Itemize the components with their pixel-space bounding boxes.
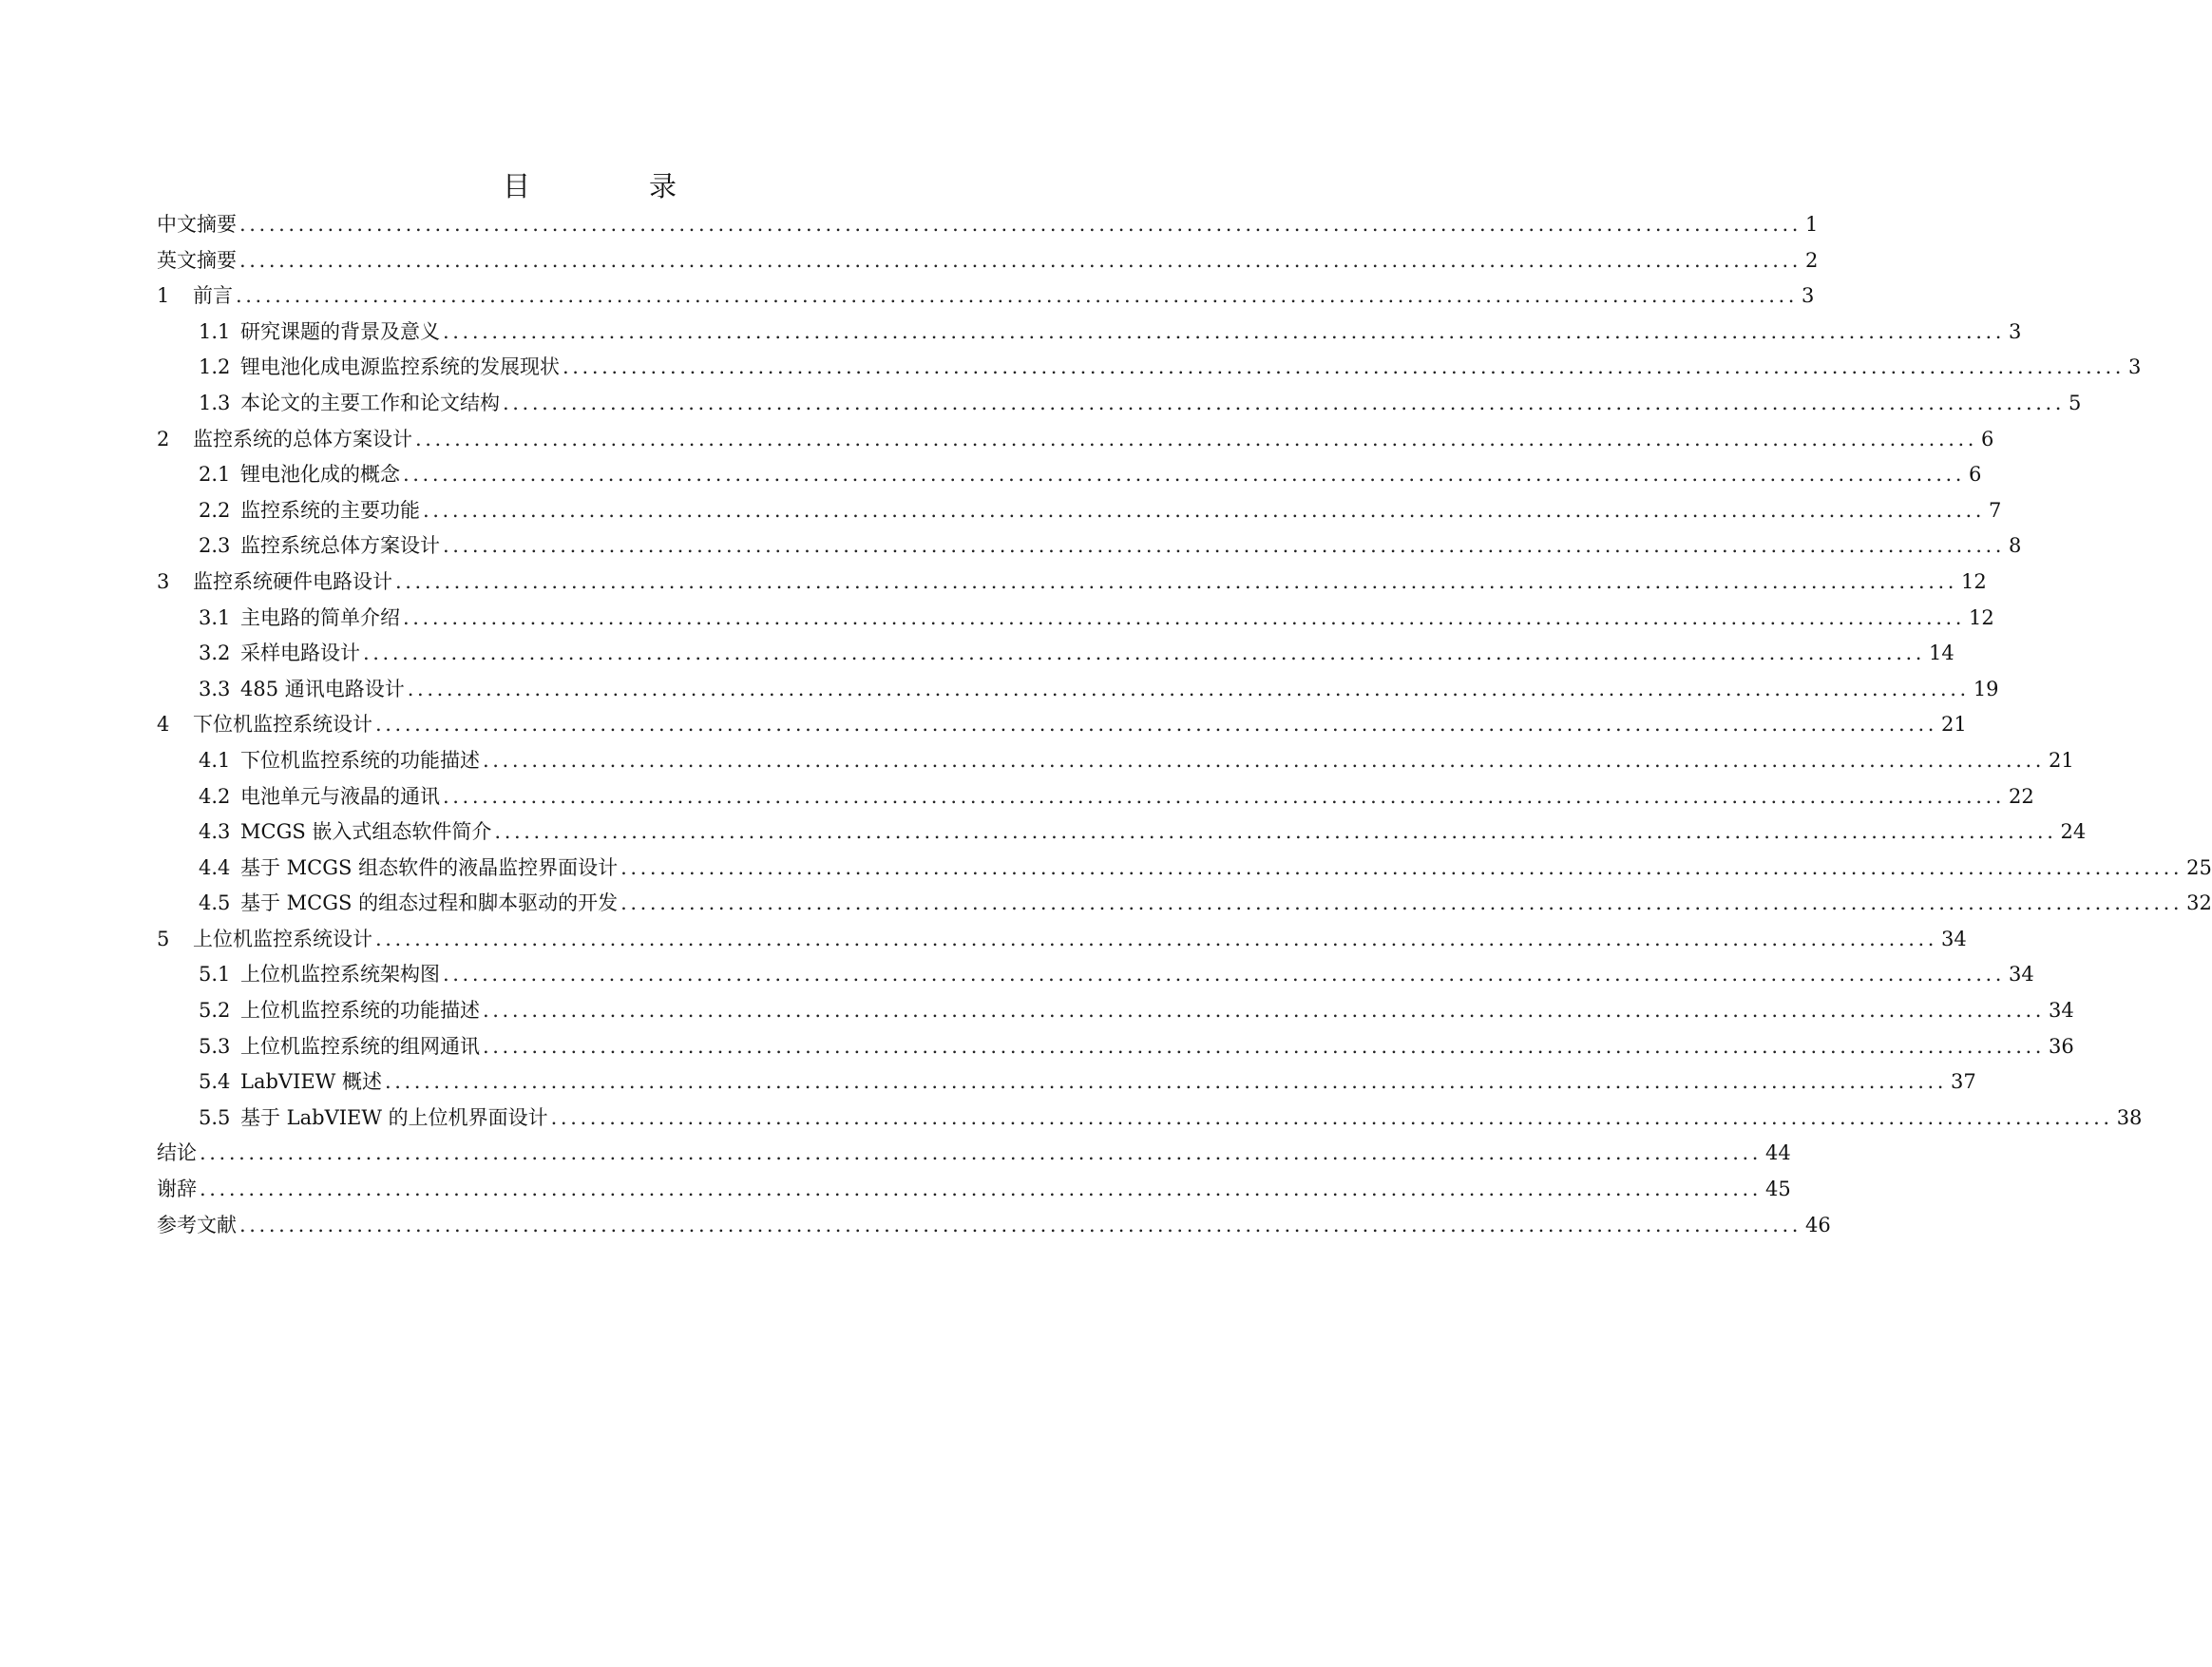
toc-entry-title: 锂电池化成电源监控系统的发展现状: [240, 355, 560, 379]
toc-entry-title: 监控系统总体方案设计: [240, 534, 440, 558]
toc-entry-title: 监控系统的总体方案设计: [193, 427, 412, 450]
toc-entry-page: 21: [2049, 748, 2074, 772]
toc-entry-title: 电池单元与液晶的通讯: [240, 784, 440, 808]
toc-dot-leader: ................................................................................................................................................................: [236, 284, 1799, 308]
toc-entry-title: 基于 MCGS 的组态过程和脚本驱动的开发: [240, 891, 619, 915]
toc-entry[interactable]: [157, 1101, 2143, 1137]
toc-dot-leader: ................................................................................................................................................................: [563, 355, 2126, 379]
toc-entry-page: 34: [2009, 963, 2034, 987]
toc-entry-title: 中文摘要: [157, 213, 237, 236]
toc-entry-page: 24: [2060, 820, 2087, 844]
toc-entry-number: 4: [157, 713, 170, 737]
toc-entry[interactable]: [157, 1208, 1831, 1244]
toc-entry-number: 1.2: [199, 355, 231, 379]
toc-entry-number: 1.1: [199, 319, 231, 343]
toc-entry-number: 2: [157, 427, 170, 450]
toc-entry[interactable]: [157, 457, 1982, 493]
toc-entry-number: 1: [157, 284, 170, 308]
toc-entry-number: 3: [157, 569, 170, 593]
toc-entry[interactable]: [157, 207, 1819, 243]
toc-entry-page: 14: [1929, 642, 1955, 665]
toc-entry-number: 4.2: [199, 784, 231, 808]
toc-entry[interactable]: [157, 779, 2034, 815]
toc-entry-title: 基于 MCGS 组态软件的液晶监控界面设计: [240, 855, 619, 879]
table-of-contents: [157, 207, 2212, 1243]
toc-entry-number: 3.1: [199, 605, 231, 629]
toc-entry-number: 5.4: [199, 1070, 231, 1094]
toc-entry-number: 3.2: [199, 642, 231, 665]
toc-entry[interactable]: [157, 1136, 1791, 1172]
toc-entry-title: 结论: [157, 1141, 197, 1165]
toc-entry-page: 44: [1765, 1141, 1791, 1165]
toc-entry-page: 12: [1961, 569, 1987, 593]
toc-dot-leader: ................................................................................................................................................................: [375, 927, 1938, 950]
toc-dot-leader: ................................................................................................................................................................: [363, 642, 1926, 665]
toc-entry-title: 485 通讯电路设计: [240, 677, 405, 700]
toc-entry-title: MCGS 嵌入式组态软件简介: [240, 820, 492, 844]
toc-entry-title: 下位机监控系统设计: [193, 713, 372, 737]
toc-dot-leader: ................................................................................................................................................................: [384, 1070, 1948, 1094]
toc-entry-title: 主电路的简单介绍: [240, 605, 400, 629]
toc-entry-page: 2: [1805, 248, 1819, 272]
toc-entry[interactable]: [157, 315, 2022, 351]
toc-entry-title: 监控系统硬件电路设计: [193, 569, 392, 593]
toc-entry-page: 46: [1805, 1213, 1831, 1236]
toc-entry-page: 25: [2186, 855, 2212, 879]
toc-entry-number: 4.4: [199, 855, 231, 879]
toc-dot-leader: ................................................................................................................................................................: [200, 1178, 1763, 1201]
toc-title: 目 录: [502, 170, 722, 202]
toc-entry[interactable]: [157, 565, 1987, 601]
toc-entry-number: 4.3: [199, 820, 231, 844]
toc-entry-number: 5.5: [199, 1105, 231, 1129]
toc-entry-page: 7: [1989, 498, 2002, 522]
toc-dot-leader: ................................................................................................................................................................: [620, 891, 2183, 915]
toc-entry-number: 4.5: [199, 891, 231, 915]
toc-entry[interactable]: [157, 350, 2142, 386]
toc-entry-number: 3.3: [199, 677, 231, 700]
toc-dot-leader: ................................................................................................................................................................: [239, 248, 1802, 272]
toc-dot-leader: ................................................................................................................................................................: [375, 713, 1938, 737]
toc-entry-page: 6: [1969, 463, 1982, 487]
toc-entry-title: 监控系统的主要功能: [240, 498, 420, 522]
toc-entry-title: 本论文的主要工作和论文结构: [240, 391, 500, 414]
toc-dot-leader: ................................................................................................................................................................: [443, 534, 2006, 558]
toc-entry[interactable]: [157, 814, 2087, 851]
toc-entry-number: 5.1: [199, 963, 231, 987]
toc-entry[interactable]: [157, 601, 1994, 637]
toc-dot-leader: ................................................................................................................................................................: [415, 427, 1978, 450]
toc-dot-leader: ................................................................................................................................................................: [620, 855, 2183, 879]
toc-entry-page: 1: [1805, 213, 1819, 236]
toc-entry-page: 34: [2049, 999, 2074, 1023]
toc-entry-page: 8: [2009, 534, 2022, 558]
toc-entry-number: 1.3: [199, 391, 231, 414]
toc-dot-leader: ................................................................................................................................................................: [503, 391, 2066, 414]
toc-entry-page: 37: [1951, 1070, 1976, 1094]
toc-entry-title: 前言: [193, 284, 233, 308]
toc-entry-page: 21: [1941, 713, 1967, 737]
toc-entry[interactable]: [157, 993, 2074, 1029]
toc-entry-title: 上位机监控系统的组网通讯: [240, 1034, 480, 1058]
toc-entry-title: 采样电路设计: [240, 642, 360, 665]
toc-entry-title: 谢辞: [157, 1178, 197, 1201]
toc-entry-title: 基于 LabVIEW 的上位机界面设计: [240, 1105, 548, 1129]
toc-dot-leader: ................................................................................................................................................................: [239, 213, 1802, 236]
toc-entry-number: 4.1: [199, 748, 231, 772]
toc-entry-page: 45: [1765, 1178, 1791, 1201]
toc-entry[interactable]: [157, 743, 2074, 779]
toc-entry[interactable]: [157, 278, 1815, 315]
toc-dot-leader: ................................................................................................................................................................: [395, 569, 1958, 593]
toc-dot-leader: ................................................................................................................................................................: [494, 820, 2057, 844]
toc-dot-leader: ................................................................................................................................................................: [483, 748, 2046, 772]
toc-entry-title: 上位机监控系统设计: [193, 927, 372, 950]
toc-entry-page: 5: [2069, 391, 2082, 414]
toc-entry-title: 英文摘要: [157, 248, 237, 272]
toc-dot-leader: ................................................................................................................................................................: [403, 605, 1966, 629]
toc-entry-number: 2.2: [199, 498, 231, 522]
toc-entry[interactable]: [157, 886, 2212, 922]
toc-entry-title: 锂电池化成的概念: [240, 463, 400, 487]
toc-dot-leader: ................................................................................................................................................................: [443, 784, 2006, 808]
toc-entry-number: 2.1: [199, 463, 231, 487]
toc-entry-page: 38: [2116, 1105, 2143, 1129]
toc-entry[interactable]: [157, 922, 1967, 958]
toc-entry[interactable]: [157, 1172, 1791, 1208]
toc-entry-title: LabVIEW 概述: [240, 1070, 382, 1094]
toc-entry[interactable]: [157, 851, 2212, 887]
toc-dot-leader: ................................................................................................................................................................: [200, 1141, 1763, 1165]
toc-entry[interactable]: [157, 528, 2022, 565]
toc-entry[interactable]: [157, 636, 1955, 672]
toc-entry[interactable]: [157, 243, 1819, 279]
toc-entry-page: 3: [2009, 319, 2022, 343]
toc-entry[interactable]: [157, 707, 1967, 743]
toc-entry-title: 上位机监控系统的功能描述: [240, 999, 480, 1023]
toc-dot-leader: ................................................................................................................................................................: [443, 319, 2006, 343]
toc-dot-leader: ................................................................................................................................................................: [403, 463, 1966, 487]
toc-entry[interactable]: [157, 493, 2002, 529]
toc-entry-page: 19: [1973, 677, 1999, 700]
toc-entry-page: 3: [2128, 355, 2142, 379]
toc-entry-page: 12: [1969, 605, 1994, 629]
toc-entry-page: 32: [2186, 891, 2212, 915]
toc-dot-leader: ................................................................................................................................................................: [483, 999, 2046, 1023]
toc-entry-title: 研究课题的背景及意义: [240, 319, 440, 343]
toc-dot-leader: ................................................................................................................................................................: [483, 1034, 2046, 1058]
toc-entry-title: 上位机监控系统架构图: [240, 963, 440, 987]
toc-entry-title: 下位机监控系统的功能描述: [240, 748, 480, 772]
toc-entry-page: 3: [1802, 284, 1815, 308]
toc-entry-title: 参考文献: [157, 1213, 237, 1236]
toc-entry-number: 5.2: [199, 999, 231, 1023]
toc-entry[interactable]: [157, 1064, 1976, 1101]
toc-entry-page: 34: [1941, 927, 1967, 950]
toc-entry[interactable]: [157, 1029, 2074, 1065]
toc-dot-leader: ................................................................................................................................................................: [443, 963, 2006, 987]
toc-entry-page: 6: [1981, 427, 1994, 450]
toc-entry-page: 36: [2049, 1034, 2074, 1058]
toc-entry-number: 5.3: [199, 1034, 231, 1058]
toc-dot-leader: ................................................................................................................................................................: [423, 498, 1986, 522]
toc-entry[interactable]: [157, 957, 2034, 993]
toc-entry-number: 5: [157, 927, 170, 950]
toc-entry[interactable]: [157, 386, 2082, 422]
toc-entry-page: 22: [2009, 784, 2034, 808]
toc-entry-number: 2.3: [199, 534, 231, 558]
toc-dot-leader: ................................................................................................................................................................: [550, 1105, 2113, 1129]
toc-dot-leader: ................................................................................................................................................................: [239, 1213, 1802, 1236]
toc-dot-leader: ................................................................................................................................................................: [407, 677, 1970, 700]
toc-entry[interactable]: [157, 422, 1994, 458]
toc-entry[interactable]: [157, 672, 1999, 708]
